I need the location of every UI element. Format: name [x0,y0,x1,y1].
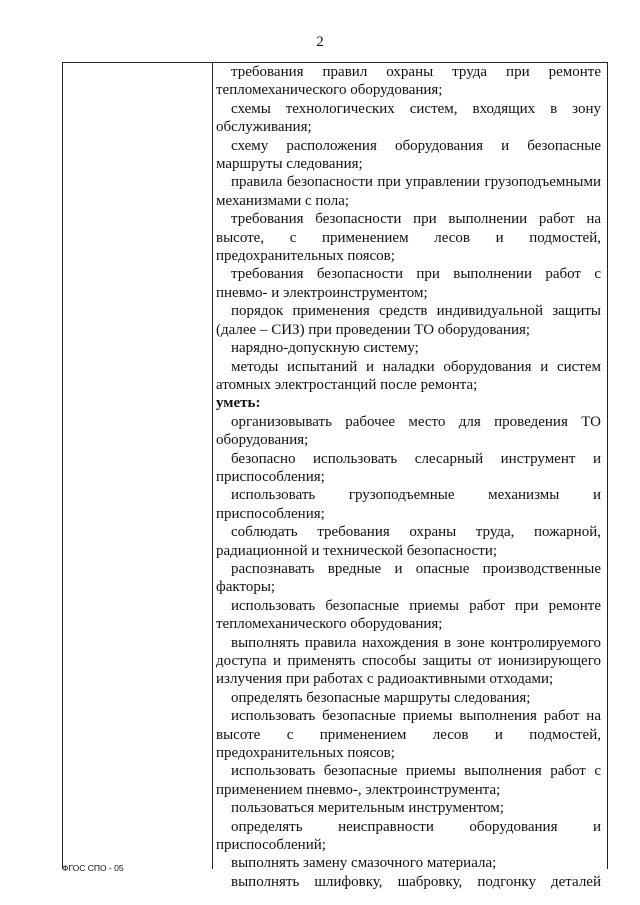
list-paragraph: распознавать вредные и опасные производственные факторы; [216,560,601,596]
content-table [62,62,608,890]
list-paragraph: определять неисправности оборудования и приспособлений; [216,818,601,854]
list-paragraph: выполнять шлифовку, шабровку, подгонку деталей [231,873,601,890]
list-paragraph: правила безопасности при управлении грузоподъемными механизмами с пола; [216,174,601,209]
list-paragraph: использовать грузоподъемные механизмы и приспособления; [216,487,601,522]
list-paragraph: нарядно-допускную систему; [231,340,419,357]
page-number: 2 [316,34,324,50]
list-paragraph: требования правил охраны труда при ремонте тепломеханического оборудования; [216,64,601,99]
list-paragraph: соблюдать требования охраны труда, пожарной, радиационной и технической безопасности; [216,524,601,559]
list-paragraph: порядок применения средств индивидуальной защиты (далее – СИЗ) при проведении ТО оборудования; [216,303,601,338]
list-paragraph: использовать безопасные приемы выполнения работ на высоте с применением лесов и подмостей, предохранительных поясов; [216,708,601,762]
list-paragraph: схемы технологических систем, входящих в зону обслуживания; [216,100,601,136]
left-table-cell [63,63,213,869]
list-paragraph: схему расположения оборудования и безопасные маршруты следования; [216,137,601,173]
right-table-cell [213,63,607,890]
list-paragraph: выполнять замену смазочного материала; [231,855,497,872]
list-paragraph: методы испытаний и наладки оборудования и систем атомных электростанций после ремонта; [216,358,601,393]
list-paragraph: использовать безопасные приемы выполнения работ с применением пневмо-, электроинструмента; [216,763,601,798]
list-paragraph: безопасно использовать слесарный инструмент и приспособления; [216,450,601,485]
list-paragraph: организовывать рабочее место для проведения ТО оборудования; [216,413,601,449]
footer-document-code: ФГОС СПО - 05 [62,863,124,873]
list-paragraph: использовать безопасные приемы работ при ремонте тепломеханического оборудования; [216,597,601,633]
list-paragraph: пользоваться мерительным инструментом; [231,800,504,817]
list-paragraph: определять безопасные маршруты следования; [231,689,531,706]
list-paragraph: требования безопасности при выполнении работ с пневмо- и электроинструментом; [216,266,601,301]
section-heading: уметь: [216,395,261,412]
list-paragraph: требования безопасности при выполнении работ на высоте, с применением лесов и подмостей, предохранительных поясов; [216,211,601,265]
list-paragraph: выполнять правила нахождения в зоне контролируемого доступа и применять способы защиты от ионизирующего излучения при работах с радиоактивными отходами; [216,634,601,688]
